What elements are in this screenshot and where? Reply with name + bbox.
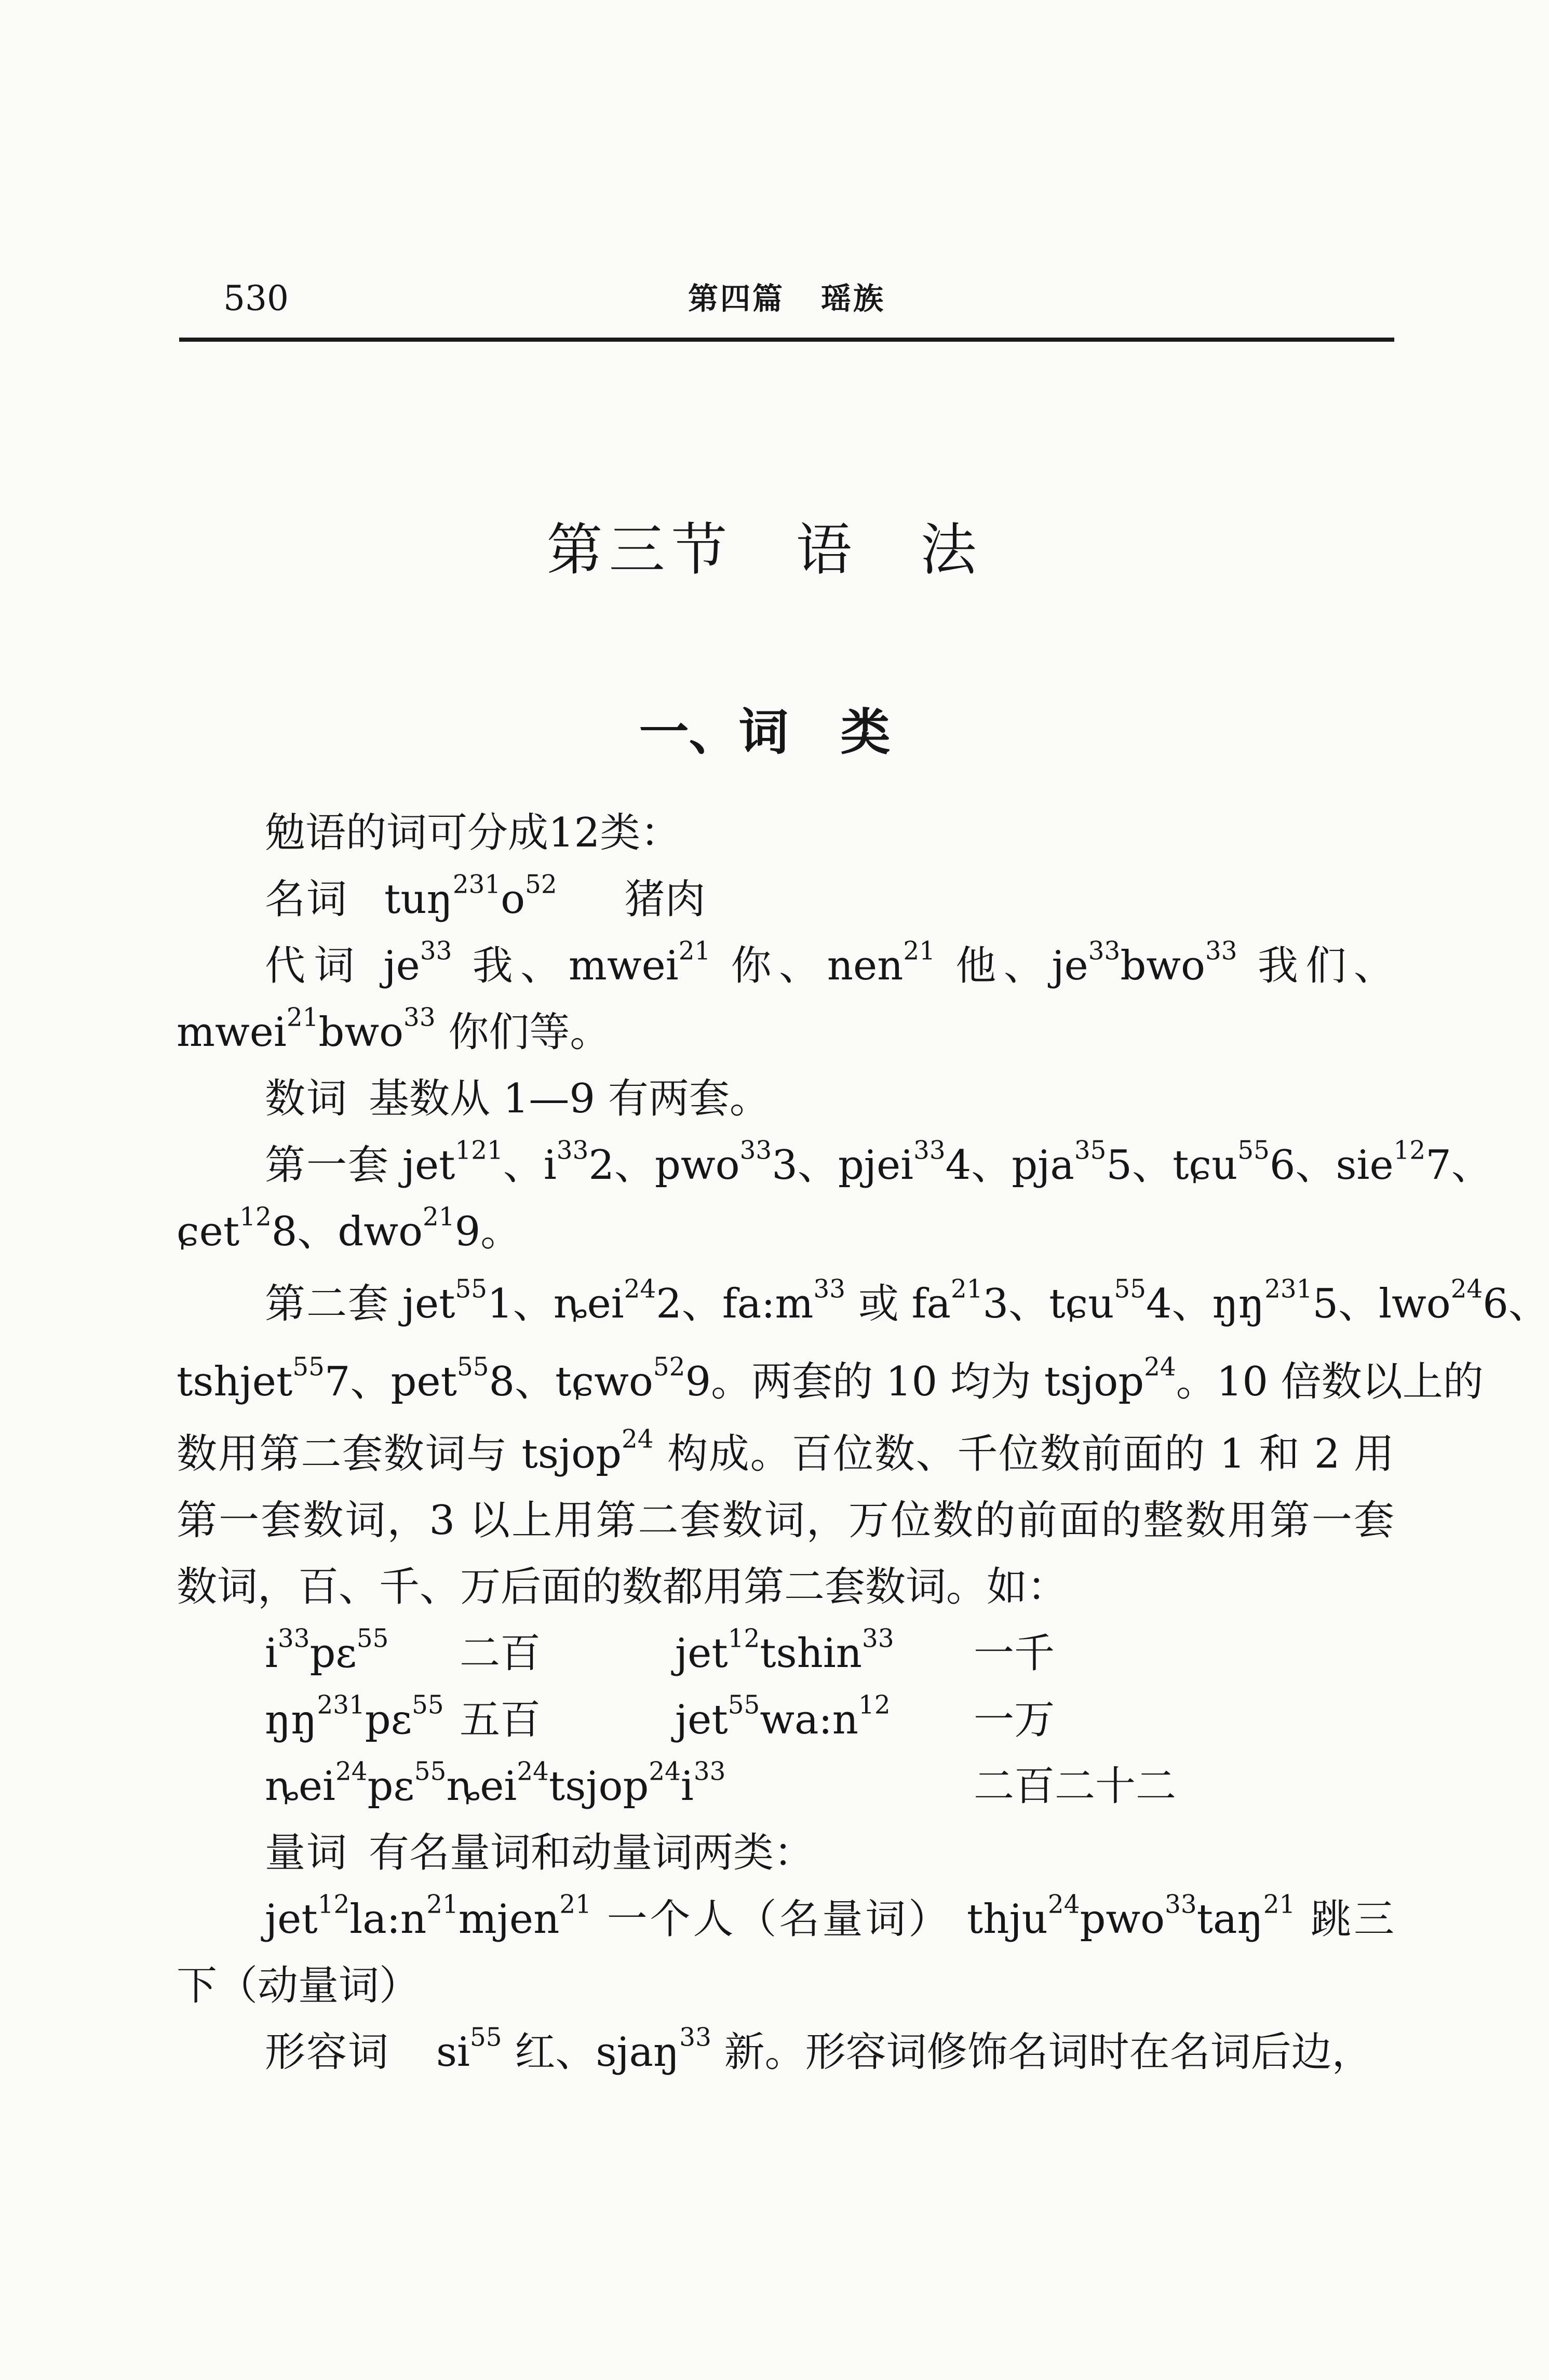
text: 类： xyxy=(600,810,681,856)
text: 、 xyxy=(503,1142,544,1189)
ipa: pɛ xyxy=(367,1763,414,1810)
text: 8、 xyxy=(271,1208,338,1255)
ipa: ȵei xyxy=(446,1763,517,1810)
example-gloss: 二百 xyxy=(460,1630,541,1677)
tone: 52 xyxy=(653,1352,685,1382)
ipa: thju xyxy=(966,1896,1048,1943)
tone: 12 xyxy=(728,1624,760,1653)
ipa: ɕet xyxy=(177,1208,240,1255)
ipa: wa:n xyxy=(760,1697,859,1743)
tone: 33 xyxy=(913,1136,946,1165)
tone: 231 xyxy=(452,870,501,899)
gloss: 我们、 xyxy=(1257,943,1395,989)
gloss: 你、 xyxy=(731,943,827,989)
ipa: nen xyxy=(827,943,904,989)
set2-line xyxy=(177,1265,1549,1343)
ipa: o xyxy=(501,876,526,923)
body-text xyxy=(177,800,1549,2086)
ipa: sie xyxy=(1336,1142,1394,1189)
ipa: je xyxy=(383,943,420,989)
subsection-title xyxy=(0,698,1529,766)
section-title xyxy=(0,514,1529,587)
example-ipa xyxy=(265,1753,725,1820)
text: 基数从 1—9 有两套。 xyxy=(369,1075,770,1122)
text: 数用第二套数词与 xyxy=(177,1431,522,1477)
text: 4、 xyxy=(1146,1281,1213,1327)
tone: 33 xyxy=(813,1274,846,1304)
ipa: tɕu xyxy=(1173,1142,1238,1189)
tone: 24 xyxy=(335,1757,368,1786)
ipa: ȵei xyxy=(553,1281,624,1327)
tone: 33 xyxy=(862,1624,894,1653)
classifier-line xyxy=(177,1820,1394,1886)
ipa: bwo xyxy=(318,1009,404,1056)
running-header xyxy=(179,275,1394,342)
ipa: bwo xyxy=(1120,943,1205,989)
tone: 24 xyxy=(1144,1352,1176,1382)
tone: 55 xyxy=(470,2023,502,2052)
ipa: tuŋ xyxy=(384,876,453,923)
tone: 55 xyxy=(292,1352,325,1382)
term-label: 量词 xyxy=(265,1830,348,1876)
text: 3、 xyxy=(772,1142,838,1189)
text: 2、 xyxy=(588,1142,655,1189)
gloss: 你们等。 xyxy=(448,1009,611,1056)
gloss: 一个人（名量词） xyxy=(607,1896,952,1943)
term-label: 名词 xyxy=(265,876,348,923)
term-label: 代词 xyxy=(265,943,363,989)
tone: 21 xyxy=(1263,1890,1296,1919)
tone: 55 xyxy=(1114,1274,1146,1304)
tone: 35 xyxy=(1074,1136,1107,1165)
tone: 12 xyxy=(858,1690,891,1720)
text: 7、 xyxy=(1425,1142,1492,1189)
para-line-1 xyxy=(177,1421,1394,1487)
ipa: pet xyxy=(390,1359,457,1405)
text: 9。 xyxy=(454,1208,521,1255)
set1-line-2 xyxy=(177,1199,1394,1265)
example-row-1 xyxy=(177,1620,1394,1687)
adjective-line xyxy=(177,2019,1394,2086)
ipa: pwo xyxy=(654,1142,740,1189)
example-ipa xyxy=(675,1620,894,1687)
para-line-3 xyxy=(177,1554,1394,1620)
text: 9。两套的 10 均为 xyxy=(685,1359,1044,1405)
text: 5、 xyxy=(1106,1142,1173,1189)
para-line-2 xyxy=(177,1487,1394,1554)
ipa: pwo xyxy=(1080,1896,1165,1943)
running-head-title xyxy=(179,275,1394,322)
tone: 33 xyxy=(420,936,452,966)
text: 1、 xyxy=(487,1281,554,1327)
example-gloss: 二百二十二 xyxy=(974,1763,1177,1810)
tone: 24 xyxy=(517,1757,549,1786)
example-ipa xyxy=(265,1687,444,1753)
tone: 121 xyxy=(455,1136,503,1165)
ipa: pja xyxy=(1012,1142,1074,1189)
tone: 33 xyxy=(1205,936,1237,966)
text: 6、 xyxy=(1269,1142,1336,1189)
gloss: 猪肉 xyxy=(624,876,706,923)
ipa: pɛ xyxy=(365,1697,412,1743)
ipa: mjen xyxy=(458,1896,560,1943)
set1-line xyxy=(177,1132,1492,1199)
tone: 12 xyxy=(1393,1136,1426,1165)
tone: 33 xyxy=(277,1624,310,1653)
tone: 21 xyxy=(678,936,711,966)
ipa: la:n xyxy=(349,1896,427,1943)
tone: 24 xyxy=(624,1274,656,1304)
ipa: tsjop xyxy=(521,1431,622,1477)
text: 4、 xyxy=(945,1142,1012,1189)
ipa: jet xyxy=(675,1630,728,1677)
ipa: i xyxy=(265,1630,278,1677)
tone: 21 xyxy=(423,1202,455,1232)
text: 12 xyxy=(548,810,600,856)
text: 有名量词和动量词两类： xyxy=(369,1830,815,1876)
ipa: i xyxy=(543,1142,557,1189)
tone: 231 xyxy=(317,1690,365,1720)
example-gloss: 一千 xyxy=(974,1630,1055,1677)
text: 7、 xyxy=(324,1359,391,1405)
ipa: tsjop xyxy=(548,1763,649,1810)
ipa: mwei xyxy=(568,943,679,989)
ipa: tɕu xyxy=(1049,1281,1114,1327)
tone: 33 xyxy=(693,1757,726,1786)
term-label: 形容词 xyxy=(265,2029,390,2076)
ipa: lwo xyxy=(1379,1281,1451,1327)
tone: 24 xyxy=(622,1424,654,1454)
gloss: 下（动量词） xyxy=(177,1962,420,2009)
subsection-title-a: 一、词 xyxy=(639,703,789,761)
ipa: taŋ xyxy=(1196,1896,1263,1943)
text: 2、 xyxy=(656,1281,722,1327)
tone: 12 xyxy=(317,1890,350,1919)
tone: 21 xyxy=(903,936,935,966)
text: 。10 倍数以上的 xyxy=(1176,1359,1484,1405)
tone: 231 xyxy=(1264,1274,1313,1304)
tone: 24 xyxy=(1450,1274,1483,1304)
ipa: ŋŋ xyxy=(1212,1281,1265,1327)
text: 勉语的词可分成 xyxy=(265,810,549,856)
tone: 21 xyxy=(951,1274,983,1304)
tone: 21 xyxy=(426,1890,459,1919)
ipa: jet xyxy=(265,1896,318,1943)
tone: 55 xyxy=(455,1274,488,1304)
term-label: 第一套 xyxy=(265,1142,390,1189)
gloss: 跳三 xyxy=(1311,1896,1395,1943)
pronoun-line xyxy=(177,933,1394,999)
tone: 33 xyxy=(1165,1890,1197,1919)
ipa: i xyxy=(680,1763,694,1810)
ipa: tshin xyxy=(760,1630,863,1677)
tone: 33 xyxy=(679,2023,711,2052)
text: 数词，百、千、万后面的数都用第二套数词。如： xyxy=(177,1564,1068,1610)
tone: 24 xyxy=(1047,1890,1080,1919)
tone: 55 xyxy=(456,1352,489,1382)
section-title-b: 语 xyxy=(796,518,858,583)
classifier-example-line xyxy=(177,1886,1394,1953)
classifier-example-line-2 xyxy=(177,1953,1394,2019)
tone: 55 xyxy=(412,1690,444,1720)
numeral-line xyxy=(177,1066,1394,1132)
tone: 33 xyxy=(1088,936,1121,966)
gloss: 我、 xyxy=(472,943,569,989)
ipa: jet xyxy=(402,1142,455,1189)
tone: 55 xyxy=(356,1624,389,1653)
ipa: jet xyxy=(402,1281,455,1327)
text: 或 xyxy=(845,1281,912,1327)
text: 6、 xyxy=(1483,1281,1549,1327)
ipa: fa:m xyxy=(722,1281,814,1327)
ipa: si xyxy=(436,2029,470,2076)
tone: 33 xyxy=(556,1136,589,1165)
ipa: tsjop xyxy=(1044,1359,1144,1405)
ipa: jet xyxy=(675,1697,728,1743)
example-row-3 xyxy=(177,1753,1394,1820)
chapter-title: 瑶族 xyxy=(821,281,886,316)
text: 构成。百位数、千位数前面的 1 和 2 用 xyxy=(653,1431,1394,1477)
set2-line-2 xyxy=(177,1343,1484,1421)
page-number: 530 xyxy=(223,278,289,318)
tone: 21 xyxy=(286,1003,319,1032)
subsection-title-b: 类 xyxy=(840,703,891,761)
intro-line xyxy=(177,800,1394,866)
example-gloss: 一万 xyxy=(974,1697,1055,1743)
ipa: je xyxy=(1052,943,1088,989)
tone: 55 xyxy=(414,1757,447,1786)
text: 3、 xyxy=(982,1281,1049,1327)
text: 第一套数词，3 以上用第二套数词，万位数的前面的整数用第一套 xyxy=(177,1497,1394,1544)
term-label: 数词 xyxy=(265,1075,348,1122)
ipa: pjei xyxy=(838,1142,914,1189)
ipa: ŋŋ xyxy=(265,1697,317,1743)
pronoun-line-2 xyxy=(177,999,1394,1066)
example-ipa xyxy=(265,1620,388,1687)
ipa: fa xyxy=(911,1281,951,1327)
part-title: 第四篇 xyxy=(688,281,785,316)
section-title-a: 第三节 xyxy=(546,518,734,583)
section-title-c: 法 xyxy=(920,518,983,583)
ipa: tɕwo xyxy=(555,1359,653,1405)
tone: 12 xyxy=(239,1202,272,1232)
tone: 33 xyxy=(739,1136,772,1165)
ipa: dwo xyxy=(338,1208,423,1255)
example-row-2 xyxy=(177,1687,1394,1753)
tone: 21 xyxy=(559,1890,591,1919)
ipa: tshjet xyxy=(177,1359,293,1405)
ipa: pɛ xyxy=(309,1630,357,1677)
tone: 24 xyxy=(649,1757,681,1786)
tone: 52 xyxy=(525,870,557,899)
noun-line xyxy=(177,866,1394,933)
ipa: ȵei xyxy=(265,1763,335,1810)
term-label: 第二套 xyxy=(265,1281,390,1327)
ipa: mwei xyxy=(177,1009,287,1056)
gloss: 新。形容词修饰名词时在名词后边， xyxy=(711,2029,1372,2076)
text: 5、 xyxy=(1312,1281,1379,1327)
ipa: sjaŋ xyxy=(596,2029,680,2076)
tone: 55 xyxy=(1237,1136,1270,1165)
tone: 55 xyxy=(728,1690,760,1720)
text: 8、 xyxy=(489,1359,556,1405)
gloss: 红、 xyxy=(502,2029,596,2076)
gloss: 他、 xyxy=(955,943,1052,989)
tone: 33 xyxy=(403,1003,436,1032)
example-gloss: 五百 xyxy=(460,1697,541,1743)
example-ipa xyxy=(675,1687,891,1753)
